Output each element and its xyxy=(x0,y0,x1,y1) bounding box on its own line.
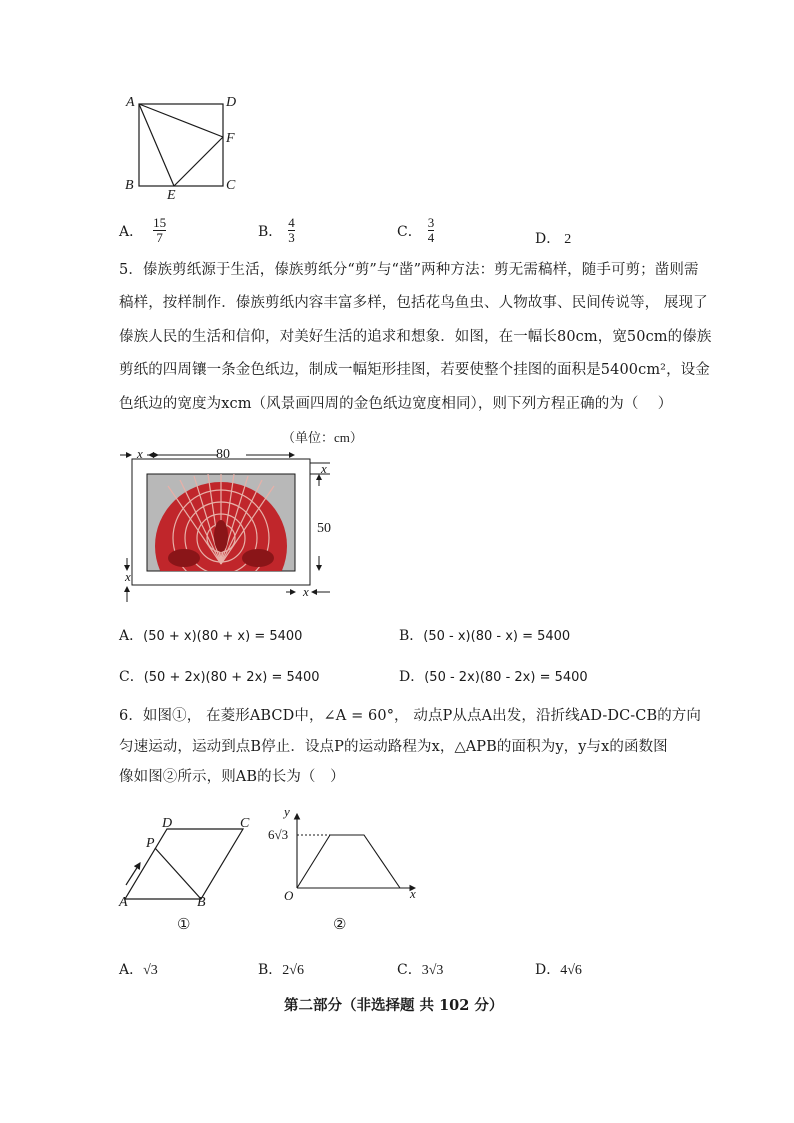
q5-line-3: 傣族人民的生活和信仰，对美好生活的追求和想象．如图，在一幅长80cm，宽50cm的傣族 xyxy=(119,329,712,345)
fraction: $\frac{3}{4}$ xyxy=(427,215,435,245)
q6-graph-figure xyxy=(270,808,430,908)
q5-option-c[interactable] xyxy=(119,666,320,686)
option-letter: B． xyxy=(258,962,283,978)
option-letter: C． xyxy=(397,223,422,240)
q6-option-c[interactable] xyxy=(397,959,443,979)
q6-fig1-label-D: D xyxy=(162,816,173,831)
option-value: 4√6 xyxy=(560,963,582,978)
q6-fig1-label-C: C xyxy=(240,816,250,831)
q5-line-1: 5．傣族剪纸源于生活，傣族剪纸分“剪”与“凿”两种方法：剪无需稿样，随手可剪；凿则需 xyxy=(119,262,699,278)
q4-option-c[interactable] xyxy=(397,216,434,245)
q4-label-C: C xyxy=(226,178,236,193)
q5-height-label: 50 xyxy=(317,521,331,536)
q6-line-1: 6．如图①， 在菱形ABCD中，∠A = 60°， 动点P从点A出发，沿折线AD-DC-CB的方向 xyxy=(119,708,702,724)
q4-option-a[interactable] xyxy=(119,216,166,245)
option-value: √3 xyxy=(143,963,158,978)
q5-unit-label: （单位：cm） xyxy=(282,430,363,445)
fraction: $\frac{4}{3}$ xyxy=(288,215,295,245)
q6-fig2-y-label: y xyxy=(284,804,290,819)
q5-x-bottom-right: x xyxy=(303,584,309,599)
fraction: $\frac{15}{7}$ xyxy=(153,215,167,245)
q5-papercut-figure xyxy=(118,446,338,606)
q5-x-bottom-left: x xyxy=(125,569,131,584)
q6-fig1-label-B: B xyxy=(197,895,206,910)
q5-option-b[interactable] xyxy=(399,625,570,645)
option-letter: A． xyxy=(119,223,144,240)
option-equation: (50 + 2x)(80 + 2x) = 5400 xyxy=(143,670,320,685)
q6-option-a[interactable] xyxy=(119,959,158,979)
option-value: 3√3 xyxy=(421,963,444,978)
q5-option-d[interactable] xyxy=(399,666,588,686)
option-letter: B． xyxy=(258,223,283,240)
option-letter: C． xyxy=(397,962,422,978)
q6-fig2-origin: O xyxy=(284,888,294,903)
q4-label-B: B xyxy=(125,178,134,193)
option-letter: B． xyxy=(399,628,424,644)
q4-label-D: D xyxy=(226,95,237,110)
option-equation: (50 + x)(80 + x) = 5400 xyxy=(143,629,303,644)
q6-line-2: 匀速运动，运动到点B停止．设点P的运动路程为x，△APB的面积为y，y与x的函数图 xyxy=(119,739,668,755)
q5-line-2: 稿样，按样制作．傣族剪纸内容丰富多样，包括花鸟鱼虫、人物故事、民间传说等， 展现了 xyxy=(119,295,708,311)
option-letter: D． xyxy=(535,962,561,978)
option-letter: D． xyxy=(535,231,561,247)
q6-rhombus-figure xyxy=(118,815,258,915)
q6-fig2-caption: ② xyxy=(333,917,347,933)
q4-label-A: A xyxy=(126,95,135,110)
option-value: 2√6 xyxy=(282,963,304,978)
option-value: 2 xyxy=(564,232,572,247)
option-letter: A． xyxy=(119,962,144,978)
option-equation: (50 - 2x)(80 - 2x) = 5400 xyxy=(424,670,588,685)
q4-label-E: E xyxy=(167,188,176,203)
q5-option-a[interactable] xyxy=(119,625,302,645)
q4-option-b[interactable] xyxy=(258,216,295,245)
option-letter: A． xyxy=(119,628,144,644)
q5-line-5: 色纸边的宽度为xcm（风景画四周的金色纸边宽度相同），则下列方程正确的为（ ） xyxy=(119,396,673,412)
q5-width-label: 80 xyxy=(216,447,230,462)
option-letter: D． xyxy=(399,669,425,685)
q6-fig1-label-P: P xyxy=(146,836,155,851)
q4-label-F: F xyxy=(226,131,235,146)
section-title: 第二部分（非选择题 共 102 分） xyxy=(284,997,504,1014)
q6-line-3: 像如图②所示，则AB的长为（ ） xyxy=(119,769,345,785)
option-equation: (50 - x)(80 - x) = 5400 xyxy=(423,629,571,644)
q6-fig2-x-label: x xyxy=(410,886,416,901)
q5-line-4: 剪纸的四周镶一条金色纸边，制成一幅矩形挂图，若要使整个挂图的面积是5400cm²，设金 xyxy=(119,362,710,378)
q6-fig2-ymax-label: 6√3 xyxy=(268,827,289,842)
q6-fig1-label-A: A xyxy=(119,895,128,910)
option-letter: C． xyxy=(119,669,144,685)
q5-x-top-left: x xyxy=(137,446,143,461)
q6-fig1-caption: ① xyxy=(177,917,191,933)
q4-option-d[interactable] xyxy=(535,228,571,248)
q5-x-top-right: x xyxy=(321,461,327,476)
q6-option-b[interactable] xyxy=(258,959,304,979)
q6-option-d[interactable] xyxy=(535,959,582,979)
